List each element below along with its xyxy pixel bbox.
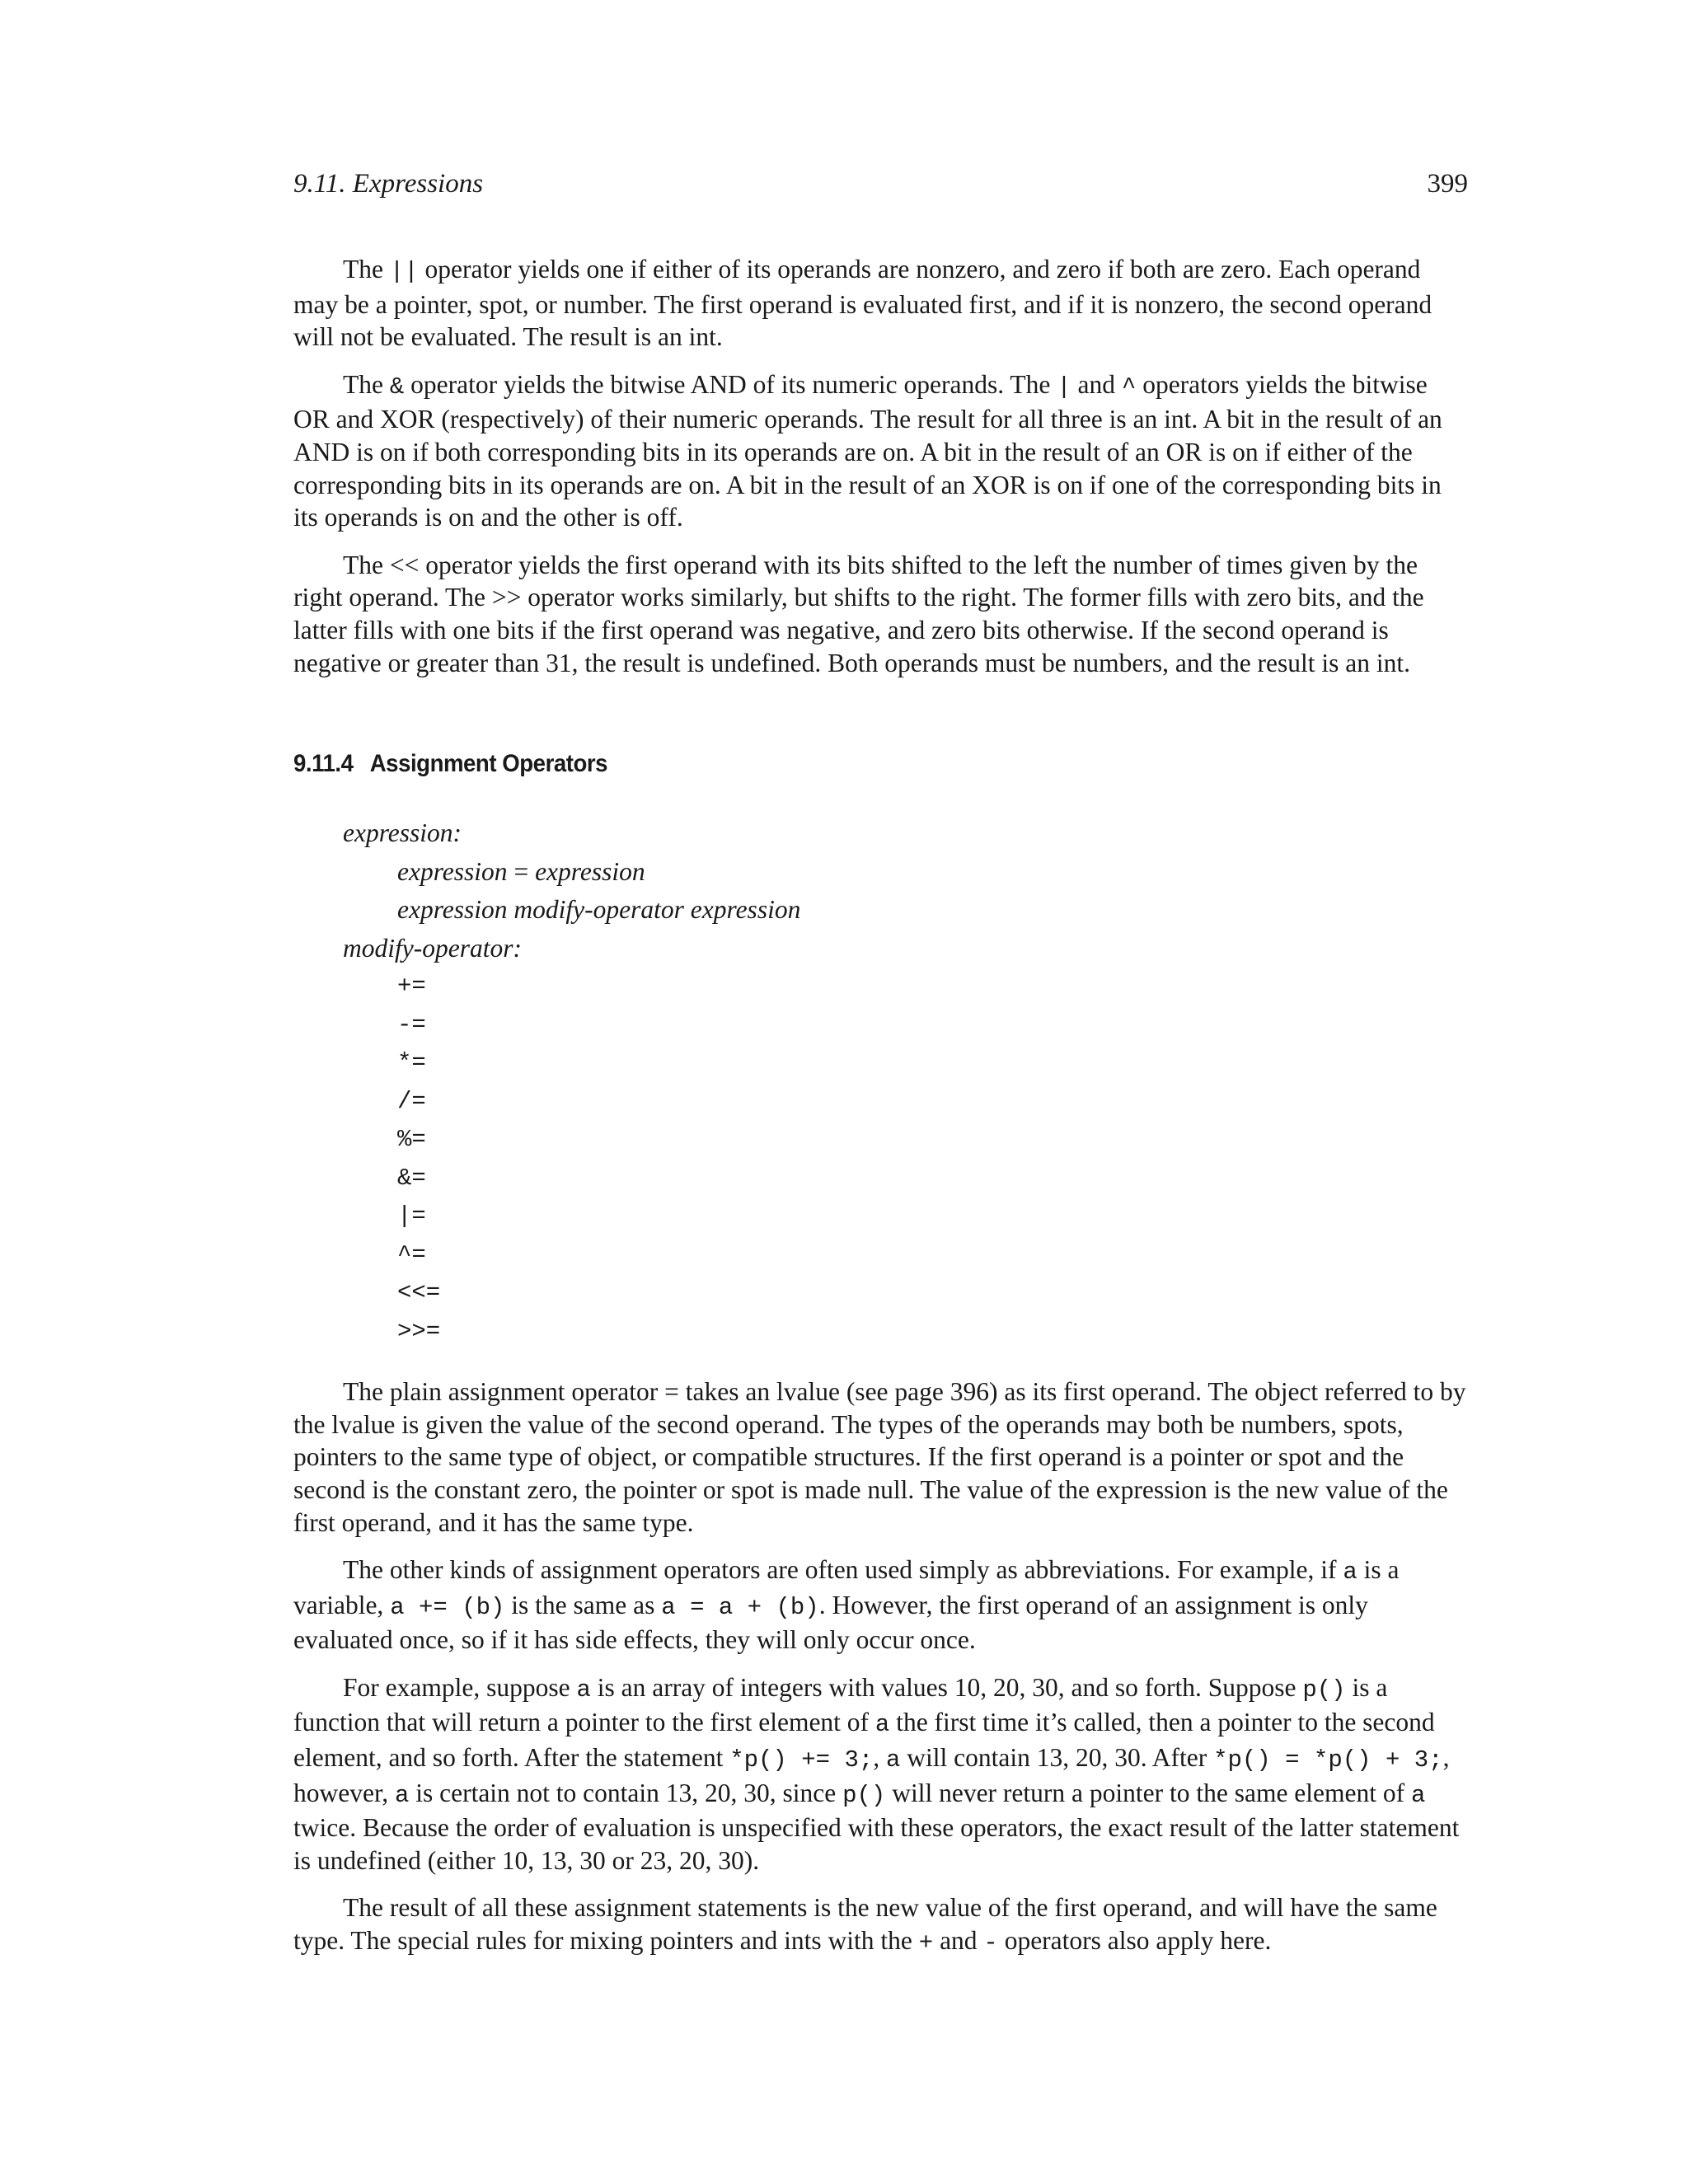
- grammar-alt-modify: expression modify-operator expression: [397, 895, 801, 925]
- paragraph-plain-assignment: The plain assignment operator = takes an lvalue (see page 396) as its first operand. The object referred to by the lvalue is given the value of the second operand. The types of the operands may both be numbers, spots, pointers to the same type of object, or compatible structures. If the first operand is a pointer or spot and the second is the constant zero, the pointer or spot is made null. The value of the expression is the new value of the first operand, and it has the same type.: [293, 1377, 1466, 1537]
- document-page: [293, 169, 1468, 1960]
- grammar-block: [293, 814, 1468, 1351]
- grammar-modify-label: modify-operator:: [343, 933, 522, 963]
- paragraph-shift: The << operator yields the first operand with its bits shifted to the left the number of times given by the right operand. The >> operator works similarly, but shifts to the right. The former fills with zero bits, and the latter fills with one bits if the first operand was negative, and zero bits otherwise. If the second operand is negative or greater than 31, the result is undefined. Both operands must be numbers, and the result is an int.: [293, 550, 1424, 677]
- section-title: Assignment Operators: [369, 750, 608, 778]
- operator-item: -=: [397, 1010, 426, 1038]
- running-head: [293, 169, 1468, 205]
- section-heading: [293, 750, 1374, 778]
- page-number: 399: [1427, 169, 1468, 199]
- paragraph-result: The result of all these assignment statements is the new value of the first operand, and will have the same type. The special rules for mixing pointers and ints with the + and - operators also apply here.: [293, 1893, 1437, 1957]
- operator-item: %=: [397, 1126, 426, 1154]
- operator-item: /=: [397, 1087, 426, 1115]
- operator-item: >>=: [397, 1317, 441, 1345]
- operator-item: |=: [397, 1202, 426, 1230]
- operator-item: +=: [397, 972, 426, 1001]
- paragraph-bitwise: The & operator yields the bitwise AND of its numeric operands. The | and ^ operators yields the bitwise OR and XOR (respectively) of their numeric operands. The result for all three is an int. A bit in the result of an AND is on if both corresponding bits in its operands are on. A bit in the result of an OR is on if either of the corresponding bits in its operands are on. A bit in the result of an XOR is on if one of the corresponding bits in its operands is on and the other is off.: [293, 369, 1442, 532]
- section-number: 9.11.4: [293, 750, 354, 778]
- grammar-expression-label: expression:: [343, 818, 462, 848]
- operator-item: ^=: [397, 1240, 426, 1268]
- grammar-alt-assign: expression = expression: [397, 856, 645, 886]
- operator-item: <<=: [397, 1279, 441, 1307]
- operator-item: &=: [397, 1164, 426, 1192]
- operator-item: *=: [397, 1049, 426, 1077]
- paragraph-abbreviations: The other kinds of assignment operators are often used simply as abbreviations. For example, if a is a variable, a += (b) is the same as a = a + (b). However, the first operand of an assignment is only evaluated once, so if it has side effects, they will only occur once.: [293, 1555, 1400, 1655]
- paragraph-logical-or: The || operator yields one if either of its operands are nonzero, and zero if both are zero. Each operand may be a pointer, spot, or number. The first operand is evaluated first, and if it is nonzero, the second operand will not be evaluated. The result is an int.: [293, 255, 1432, 352]
- running-head-section: 9.11. Expressions: [293, 169, 484, 199]
- paragraph-example: For example, suppose a is an array of integers with values 10, 20, 30, and so forth. Suppose p() is a function that will return a pointer to the first element of a the first time it’s called, then a pointer to the second element, and so forth. After the statement *p() += 3;, a will contain 13, 20, 30. After *p() = *p() + 3;, however, a is certain not to contain 13, 20, 30, since p() will never return a pointer to the same element of a twice. Because the order of evaluation is unspecified with these operators, the exact result of the latter statement is undefined (either 10, 13, 30 or 23, 20, 30).: [293, 1672, 1460, 1875]
